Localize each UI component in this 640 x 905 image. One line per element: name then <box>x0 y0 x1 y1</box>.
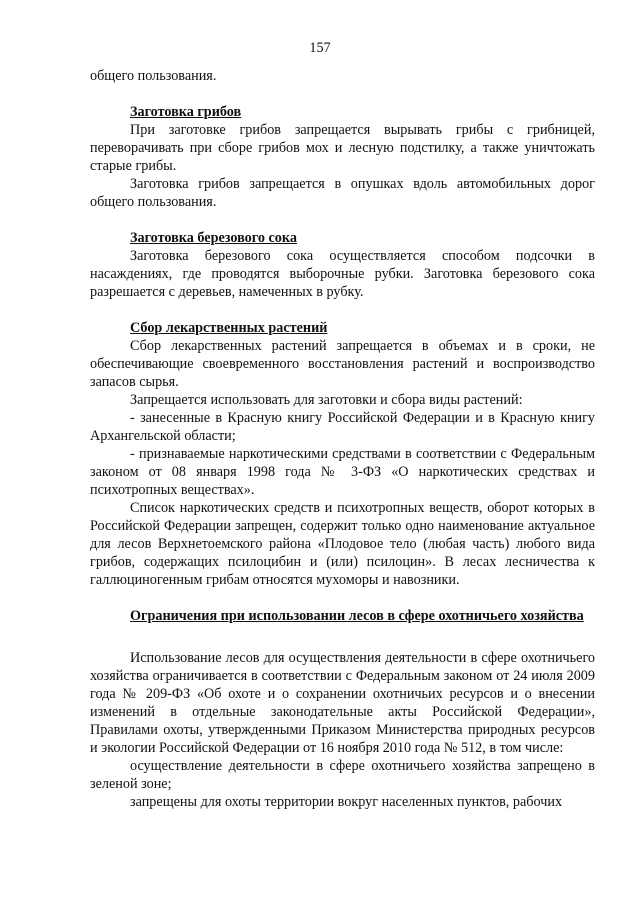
paragraph-hunting: Использование лесов для осуществления деятельности в сфере охотничьего хозяйства ограничивается в соответствии с Федеральным законом от 24 июля 2009 года № 209-ФЗ «Об охоте и о сохранении охотничьих ресурсов и о внесении изменений в отдельные законодательные акты Российской Федерации», Правилами охоты, утвержденными Приказом Министерства природных ресурсов и экологии Российской Федерации от 16 ноября 2010 года № 512, в том числе: <box>90 650 595 756</box>
page-content <box>90 67 595 811</box>
heading-mushrooms: Заготовка грибов <box>130 104 242 120</box>
page-number: 157 <box>309 40 331 56</box>
paragraph-mushrooms-1: При заготовке грибов запрещается вырывать грибы с грибницей, переворачивать при сборе грибов мох и лесную подстилку, а также уничтожать старые грибы. <box>90 122 595 174</box>
paragraph-green-zone: осуществление деятельности в сфере охотничьего хозяйства запрещено в зеленой зоне; <box>90 758 595 792</box>
list-item-narcotic: - признаваемые наркотическими средствами в соответствии с Федеральным законом от 08 января 1998 года № 3-ФЗ «О наркотических средствах и психотропных веществах». <box>90 446 595 498</box>
paragraph-medicinal-1: Сбор лекарственных растений запрещается в объемах и в сроки, не обеспечивающие своевременного восстановления растений и воспроизводство запасов сырья. <box>90 338 595 390</box>
heading-medicinal-plants: Сбор лекарственных растений <box>130 320 328 336</box>
heading-birch-sap: Заготовка березового сока <box>130 230 297 246</box>
heading-hunting: Ограничения при использовании лесов в сфере охотничьего хозяйства <box>130 608 584 624</box>
paragraph-mushrooms-2: Заготовка грибов запрещается в опушках вдоль автомобильных дорог общего пользования. <box>90 176 595 210</box>
paragraph-narcotic-list: Список наркотических средств и психотропных веществ, оборот которых в Российской Федерации запрещен, содержит только одно наименование актуальное для лесов Верхнетоемского района «Плодовое тело (любая часть) любого вида грибов, содержащих псилоцибин и (или) псилоцин». В лесах лесничества к галлюциногенным грибам относятся мухоморы и навозники. <box>90 500 595 588</box>
paragraph-birch-sap: Заготовка березового сока осуществляется способом подсочки в насаждениях, где проводятся выборочные рубки. Заготовка березового сока разрешается с деревьев, намеченных в рубку. <box>90 248 595 300</box>
continuation-line: общего пользования. <box>90 68 217 84</box>
list-item-red-book: - занесенные в Красную книгу Российской Федерации и в Красную книгу Архангельской области; <box>90 410 595 444</box>
paragraph-settlements: запрещены для охоты территории вокруг населенных пунктов, рабочих <box>130 794 563 810</box>
paragraph-medicinal-2: Запрещается использовать для заготовки и сбора виды растений: <box>130 392 523 408</box>
